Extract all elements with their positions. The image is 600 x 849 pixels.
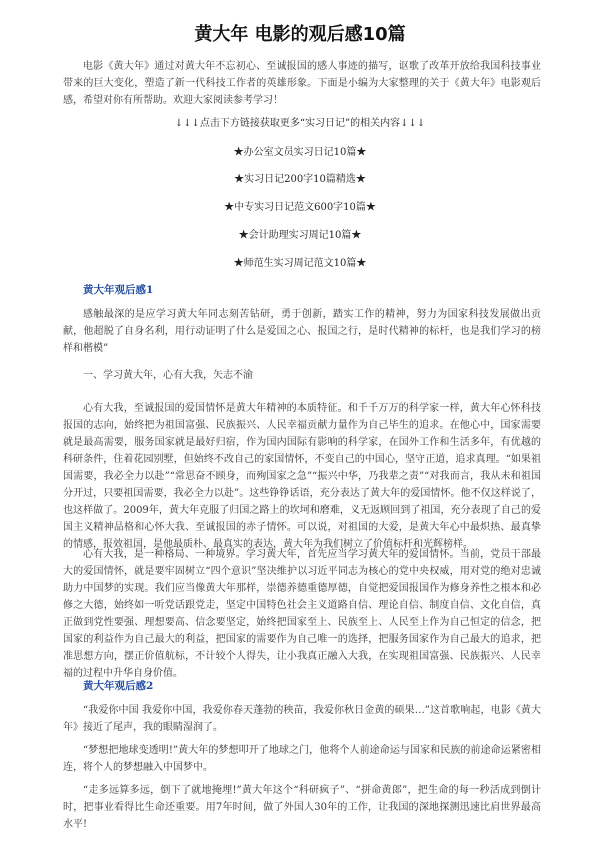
link-item[interactable]: ★会计助理实习周记10篇★ [238,230,362,241]
page-title: 黄大年 电影的观后感10篇 [194,24,406,45]
link-item[interactable]: ★师范生实习周记范文10篇★ [233,258,367,269]
links-header: ↓↓↓点击下方链接获取更多“实习日记”的相关内容↓↓↓ [174,118,426,129]
link-item[interactable]: ★中专实习日记范文600字10篇★ [224,202,376,213]
section-heading-1: 黄大年观后感1 [83,284,154,296]
section1-paragraph-3: 心有大我，是一种格局、一种境界。学习黄大年，首先应当学习黄大年的爱国情怀。当前，党员干部最大的爱国情怀，就是要牢固树立“四个意识”坚决维护以习近平同志为核心的党中央权威，用对党的绝对忠诚助力中国梦的实现。我们应当像黄大年那样，崇德养德重德厚德，自觉把爱国报国作为修身养性之根本和必修之大德，始终如一听党话跟党走，坚定中国特色社会主义道路自信、理论自信、制度自信、文化自信，真正做到党性要强、理想要高、信念要坚定，始终把国家至上、民族至上、人民至上作为自己恒定的信念，把国家的利益作为自己最大的利益，把国家的需要作为自己唯一的选择，把服务国家作为自己最大的追求，把准思想方向，摆正价值航标，不计较个人得失，让小我真正融入大我，在实现祖国富强、民族振兴、人民幸福的过程中升华自身价值。 [63,549,541,679]
section1-paragraph-1: 感触最深的是应学习黄大年同志刻苦钻研，勇于创新，踏实工作的精神，努力为国家科技发展做出贡献，他超脱了自身名利，用行动证明了什么是爱国之心、报国之行，是时代精神的标杆，也是我们学习的榜样和楷模” [63,309,541,354]
section2-paragraph-1: “我爱你中国 我爱你中国，我爱你春天蓬勃的秧苗，我爱你秋日金黄的硕果…”这首歌响起，电影《黄大年》接近了尾声，我的眼睛湿润了。 [63,705,541,733]
section2-paragraph-3: “走多远算多远，倒下了就地掩埋!”黄大年这个“科研疯子”、“拼命黄郎”，把生命的每一秒活成到倒计时，把事业看得比生命还重要。用7年时间，做了外国人30年的工作，让我国的深地探测迅速比肩世界最高水平! [63,785,541,830]
section2-paragraph-2: “梦想把地球变透明!”黄大年的梦想叩开了地球之门，他将个人前途命运与国家和民族的前途命运紧密相连，将个人的梦想融入中国梦中。 [63,745,541,773]
section1-subheading: 一、学习黄大年，心有大我，矢志不渝 [83,370,253,381]
intro-paragraph: 电影《黄大年》通过对黄大年不忘初心、至诚报国的感人事迹的描写，讴歌了改革开放给我国科技事业带来的巨大变化，塑造了新一代科技工作者的英雄形象。下面是小编为大家整理的关于《黄大年》电影观后感，希望对你有所帮助。欢迎大家阅读参考学习！ [63,61,541,106]
section-heading-2: 黄大年观后感2 [83,680,154,692]
link-item[interactable]: ★办公室文员实习日记10篇★ [233,147,367,158]
link-item[interactable]: ★实习日记200字10篇精选★ [234,174,366,185]
section1-paragraph-2: 心有大我，至诚报国的爱国情怀是黄大年精神的本质特征。和千千万万的科学家一样，黄大年心怀科技报国的志向，始终把为祖国富强、民族振兴、人民幸福贡献力量作为自己毕生的追求。在他心中，国家需要就是最高需要，服务国家就是最好归宿，作为国内国际有影响的科学家，在国外工作和生活多年，有优越的科研条件，住着花园别墅，但始终不改自己的家国情怀，不变自己的中国心，坚守正道，追求真理。“如果祖国需要，我必全力以赴”“常思奋不顾身，而殉国家之急”“振兴中华，乃我辈之责”“对我而言，我从未和祖国分开过，只要祖国需要，我必全力以赴”。这些铮铮话语，充分表达了黄大年的爱国情怀。他不仅这样说了，也这样做了。2009年，黄大年克服了归国之路上的坎坷和磨难，义无返顾回到了祖国，充分表现了自己的爱国主义精神品格和心怀大我、至诚报国的赤子情怀。可以说，对祖国的大爱，是黄大年心中最炽热、最真挚的情感，报效祖国，是他最质朴、最真实的表达，黄大年为我们树立了价值标杆和光辉榜样。 [63,403,541,550]
